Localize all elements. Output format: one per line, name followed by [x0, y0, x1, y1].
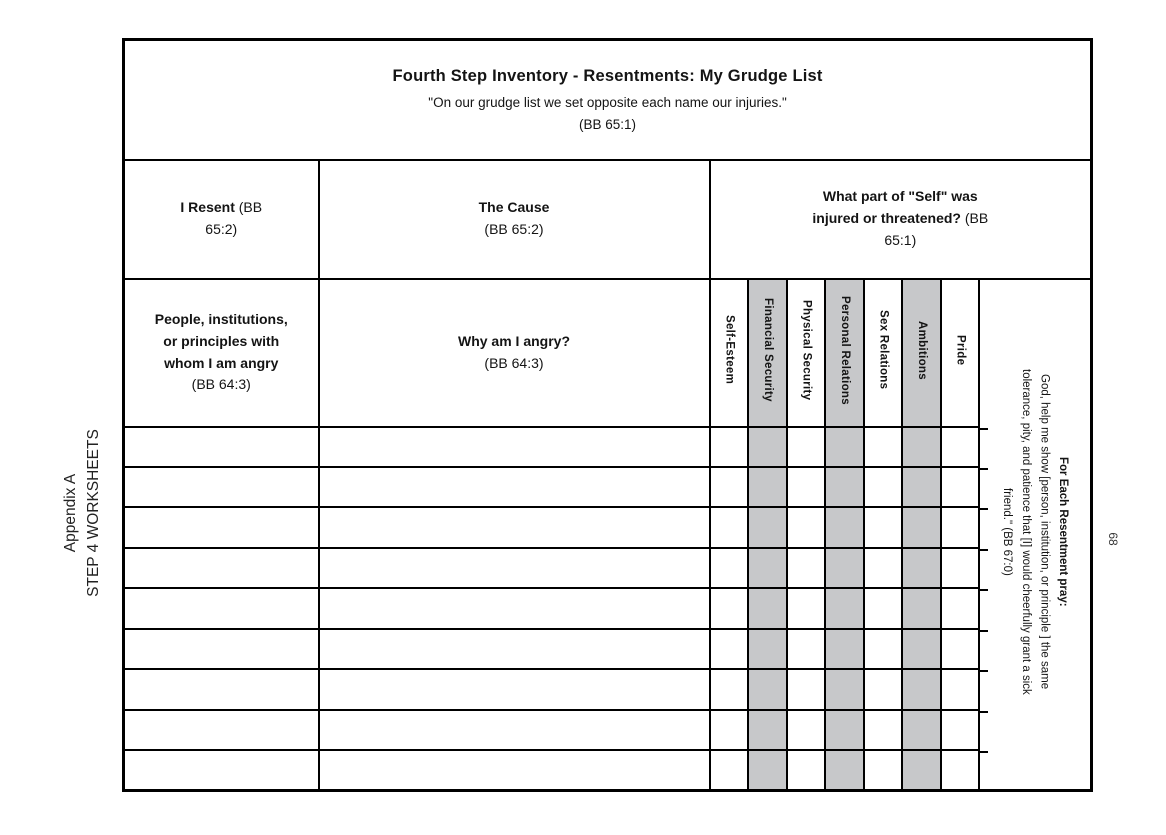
prayer-line-2: tolerance, pity, and patience that [I] would cheerfully grant a sick	[1019, 368, 1032, 695]
column-header-label-financial-security: Financial Security	[761, 298, 774, 402]
check-cell-ambitions	[902, 507, 941, 547]
row-divider-stub	[980, 711, 988, 713]
cause-entry-cell	[319, 629, 710, 669]
resent-entry-cell	[124, 629, 319, 669]
title-quote: "On our grudge list we set opposite each name our injuries."	[428, 95, 787, 111]
check-cell-ambitions	[902, 427, 941, 467]
header-people-institutions	[124, 279, 319, 427]
header-why-angry-label: Why am I angry?	[457, 332, 571, 349]
column-header-self-esteem	[710, 279, 748, 427]
check-cell-self-esteem	[710, 507, 748, 547]
check-cell-ambitions	[902, 548, 941, 588]
table-row	[124, 507, 1092, 547]
table-row	[124, 588, 1092, 628]
header-the-cause-ref: (BB 65:2)	[484, 221, 544, 237]
check-cell-sex-relations	[864, 629, 902, 669]
cause-entry-cell	[319, 467, 710, 507]
header-i-resent-label: I Resent	[180, 199, 235, 216]
table-row	[124, 710, 1092, 750]
check-cell-ambitions	[902, 588, 941, 628]
row-divider-stub	[980, 751, 988, 753]
row-divider-stub	[980, 549, 988, 551]
cause-entry-cell	[319, 669, 710, 709]
check-cell-pride	[941, 588, 979, 628]
header-what-part-of-self	[710, 160, 1092, 279]
row-divider-stub	[980, 589, 988, 591]
column-header-pride	[941, 279, 979, 427]
row-divider-stub	[980, 468, 988, 470]
check-cell-personal-relations	[825, 548, 864, 588]
check-cell-ambitions	[902, 629, 941, 669]
check-cell-pride	[941, 750, 979, 790]
check-cell-financial-security	[748, 588, 787, 628]
table-row	[124, 467, 1092, 507]
column-header-label-physical-security: Physical Security	[800, 299, 813, 401]
prayer-line-1: God, help me show [person, institution, or principle ] the same	[1038, 374, 1051, 690]
check-cell-self-esteem	[710, 750, 748, 790]
resent-entry-cell	[124, 467, 319, 507]
column-header-financial-security	[748, 279, 787, 427]
check-cell-self-esteem	[710, 588, 748, 628]
check-cell-sex-relations	[864, 750, 902, 790]
column-header-label-pride: Pride	[954, 334, 967, 366]
prayer-text	[998, 369, 1073, 695]
cause-entry-cell	[319, 507, 710, 547]
check-cell-self-esteem	[710, 710, 748, 750]
table-row	[124, 548, 1092, 588]
cause-entry-cell	[319, 548, 710, 588]
row-divider-stub	[980, 670, 988, 672]
check-cell-personal-relations	[825, 588, 864, 628]
check-cell-sex-relations	[864, 588, 902, 628]
page-number: 68	[1106, 532, 1120, 546]
check-cell-financial-security	[748, 507, 787, 547]
resent-entry-cell	[124, 750, 319, 790]
appendix-caption-line2: STEP 4 WORKSHEETS	[85, 429, 102, 597]
check-cell-physical-security	[787, 427, 825, 467]
check-cell-physical-security	[787, 548, 825, 588]
check-cell-pride	[941, 467, 979, 507]
prayer-cell	[979, 279, 1092, 791]
column-header-ambitions	[902, 279, 941, 427]
check-cell-pride	[941, 507, 979, 547]
column-header-personal-relations	[825, 279, 864, 427]
check-cell-personal-relations	[825, 669, 864, 709]
resent-entry-cell	[124, 548, 319, 588]
column-header-label-self-esteem: Self-Esteem	[723, 315, 736, 385]
check-cell-pride	[941, 548, 979, 588]
check-cell-self-esteem	[710, 427, 748, 467]
check-cell-financial-security	[748, 669, 787, 709]
check-cell-financial-security	[748, 427, 787, 467]
check-cell-pride	[941, 710, 979, 750]
header-i-resent-ref: (BB 65:2)	[205, 199, 263, 237]
check-cell-physical-security	[787, 629, 825, 669]
column-header-sex-relations	[864, 279, 902, 427]
cause-entry-cell	[319, 750, 710, 790]
row-divider-stub	[980, 428, 988, 430]
check-cell-self-esteem	[710, 548, 748, 588]
header-what-part-label: What part of "Self" was injured or threatened?	[812, 188, 978, 227]
header-i-resent	[124, 160, 319, 279]
column-header-physical-security	[787, 279, 825, 427]
check-cell-personal-relations	[825, 710, 864, 750]
check-cell-ambitions	[902, 710, 941, 750]
header-people-label: People, institutions, or principles with whom I am angry	[154, 311, 288, 371]
check-cell-ambitions	[902, 669, 941, 709]
resent-entry-cell	[124, 427, 319, 467]
row-divider-stub	[980, 630, 988, 632]
appendix-caption-line1: Appendix A	[62, 473, 79, 553]
check-cell-personal-relations	[825, 629, 864, 669]
check-cell-pride	[941, 669, 979, 709]
header-why-angry-ref: (BB 64:3)	[484, 354, 544, 371]
check-cell-ambitions	[902, 750, 941, 790]
resent-entry-cell	[124, 710, 319, 750]
check-cell-sex-relations	[864, 710, 902, 750]
cause-entry-cell	[319, 427, 710, 467]
check-cell-personal-relations	[825, 467, 864, 507]
check-cell-sex-relations	[864, 507, 902, 547]
check-cell-self-esteem	[710, 629, 748, 669]
table-row	[124, 669, 1092, 709]
check-cell-physical-security	[787, 588, 825, 628]
check-cell-self-esteem	[710, 669, 748, 709]
check-cell-sex-relations	[864, 548, 902, 588]
prayer-line-3: friend." (BB 67:0)	[1001, 487, 1014, 576]
check-cell-sex-relations	[864, 427, 902, 467]
column-header-label-ambitions: Ambitions	[915, 320, 928, 380]
title-cell	[124, 40, 1092, 160]
resent-entry-cell	[124, 507, 319, 547]
prayer-heading: For Each Resentment pray:	[1057, 456, 1070, 607]
check-cell-financial-security	[748, 467, 787, 507]
title-quote-ref: (BB 65:1)	[579, 117, 637, 133]
grudge-list-table	[122, 38, 1093, 792]
check-cell-financial-security	[748, 548, 787, 588]
check-cell-financial-security	[748, 750, 787, 790]
table-row	[124, 750, 1092, 790]
check-cell-physical-security	[787, 750, 825, 790]
check-cell-financial-security	[748, 629, 787, 669]
check-cell-financial-security	[748, 710, 787, 750]
resent-entry-cell	[124, 588, 319, 628]
check-cell-self-esteem	[710, 467, 748, 507]
check-cell-physical-security	[787, 507, 825, 547]
appendix-caption	[59, 353, 105, 673]
cause-entry-cell	[319, 710, 710, 750]
header-why-angry	[319, 279, 710, 427]
check-cell-pride	[941, 629, 979, 669]
cause-entry-cell	[319, 588, 710, 628]
check-cell-physical-security	[787, 669, 825, 709]
column-header-label-sex-relations: Sex Relations	[877, 310, 890, 390]
check-cell-sex-relations	[864, 669, 902, 709]
column-header-label-personal-relations: Personal Relations	[838, 295, 851, 405]
header-the-cause	[319, 160, 710, 279]
header-people-ref: (BB 64:3)	[191, 376, 251, 393]
row-divider-stub	[980, 508, 988, 510]
table-row	[124, 427, 1092, 467]
check-cell-personal-relations	[825, 507, 864, 547]
check-cell-personal-relations	[825, 750, 864, 790]
check-cell-physical-security	[787, 467, 825, 507]
check-cell-pride	[941, 427, 979, 467]
check-cell-personal-relations	[825, 427, 864, 467]
resent-entry-cell	[124, 669, 319, 709]
check-cell-ambitions	[902, 467, 941, 507]
page-title: Fourth Step Inventory - Resentments: My Grudge List	[392, 67, 823, 86]
table-row	[124, 629, 1092, 669]
header-the-cause-label: The Cause	[478, 199, 550, 216]
check-cell-sex-relations	[864, 467, 902, 507]
header-what-part-ref: (BB 65:1)	[884, 210, 989, 248]
check-cell-physical-security	[787, 710, 825, 750]
